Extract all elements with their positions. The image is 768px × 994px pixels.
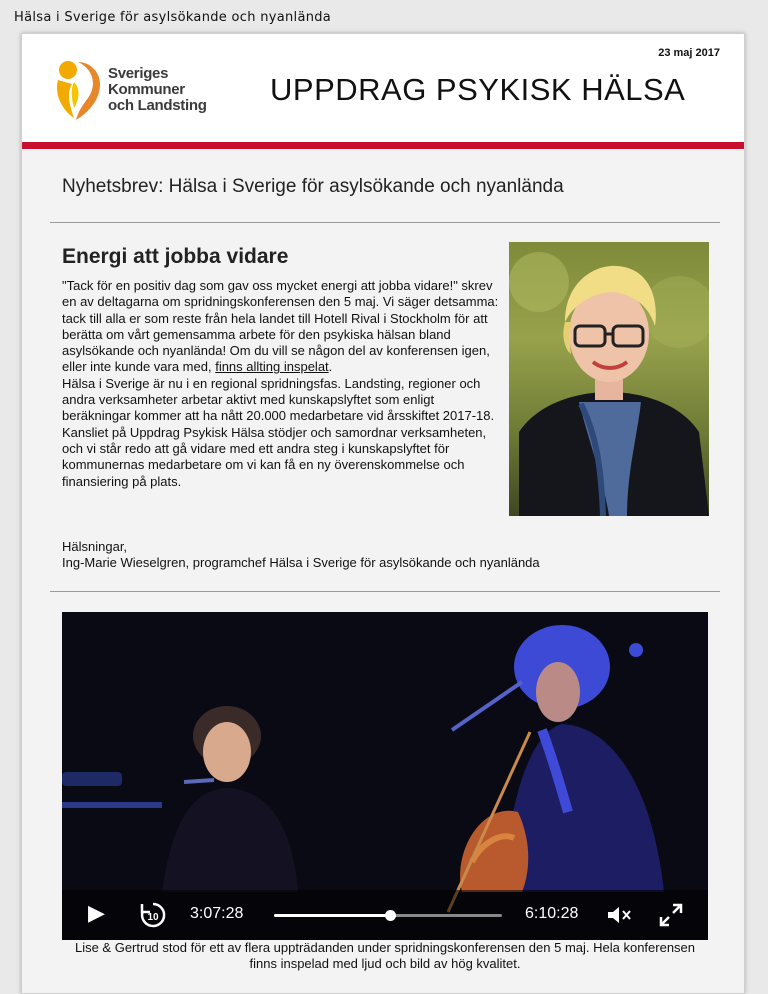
divider-top bbox=[50, 222, 720, 223]
video-controls bbox=[62, 890, 708, 940]
newsletter-title: Nyhetsbrev: Hälsa i Sverige för asylsökande och nyanlända bbox=[62, 176, 564, 197]
paragraph-1-end: . bbox=[328, 359, 333, 375]
article-title: Energi att jobba vidare bbox=[62, 245, 289, 268]
window-title: Hälsa i Sverige för asylsökande och nyanlända bbox=[14, 10, 332, 25]
paragraph-1-text: "Tack för en positiv dag som gav oss mycket energi att jobba vidare!" skrev en av deltagarna om spridningskonferensen den 5 maj. Vi säger detsamma: tack till alla er som reste från hela landet till Hotell Rival i Stockholm för att berätta om vårt gemensamma arbete för den psykiska hälsan bland asylsökande och nyanlända! Om du vill se någon del av konferensen igen, eller inte kunde vara med, bbox=[62, 278, 499, 375]
article-paragraph-2: Hälsa i Sverige är nu i en regional spridningsfas. Landsting, regioner och andra verksamheter arbetar aktivt med kunskapslyftet som enligt beräkningar kommer att ha nått 20.000 medarbetare vid årsskiftet 2017-18. bbox=[62, 375, 495, 424]
seek-bar-progress bbox=[274, 914, 390, 917]
skl-logo bbox=[52, 58, 212, 122]
current-time: 3:07:28 bbox=[190, 905, 244, 922]
header bbox=[22, 34, 744, 142]
recording-link[interactable]: finns allting inspelat bbox=[215, 359, 329, 375]
fullscreen-icon[interactable] bbox=[658, 902, 684, 928]
play-icon[interactable]: ▶ bbox=[88, 901, 105, 926]
logo-line-2: Kommuner bbox=[108, 81, 185, 98]
video-caption: Lise & Gertrud stod för ett av flera uppträdanden under spridningskonferensen den 5 maj. Hela konferensen finns inspelad med ljud och bild av hög kvalitet. bbox=[74, 940, 696, 971]
header-accent-bar bbox=[22, 142, 744, 149]
logo-line-1: Sveriges bbox=[108, 65, 169, 82]
logo-line-3: och Landsting bbox=[108, 97, 207, 114]
signature-line: Ing-Marie Wieselgren, programchef Hälsa i Sverige för asylsökande och nyanlända bbox=[62, 555, 540, 571]
article-body bbox=[62, 278, 502, 490]
rewind-10-icon[interactable] bbox=[138, 900, 168, 930]
article-paragraph-1 bbox=[62, 278, 502, 376]
newsletter-page bbox=[21, 33, 745, 994]
issue-date: 23 maj 2017 bbox=[658, 47, 720, 59]
author-portrait-image bbox=[509, 242, 709, 516]
video-player[interactable] bbox=[62, 612, 708, 940]
seek-bar[interactable] bbox=[274, 914, 502, 917]
seek-handle[interactable] bbox=[385, 910, 396, 921]
divider-middle bbox=[50, 591, 720, 592]
article-paragraph-3: Kansliet på Uppdrag Psykisk Hälsa stödjer och samordnar verksamheten, och vi står redo att gå vidare med ett andra steg i kunskapslyftet för kommunernas medarbetare om vi kan få en ny överenskommelse och finansiering på plats. bbox=[62, 424, 487, 489]
duration: 6:10:28 bbox=[525, 905, 579, 922]
program-title: UPPDRAG PSYKISK HÄLSA bbox=[270, 72, 686, 107]
skl-logo-text bbox=[108, 66, 207, 114]
mute-icon[interactable] bbox=[606, 904, 632, 926]
svg-text:10: 10 bbox=[147, 912, 159, 923]
greeting-line: Hälsningar, bbox=[62, 539, 128, 554]
greeting bbox=[62, 539, 702, 572]
skl-logo-icon bbox=[52, 58, 104, 122]
author-photo bbox=[509, 242, 709, 516]
